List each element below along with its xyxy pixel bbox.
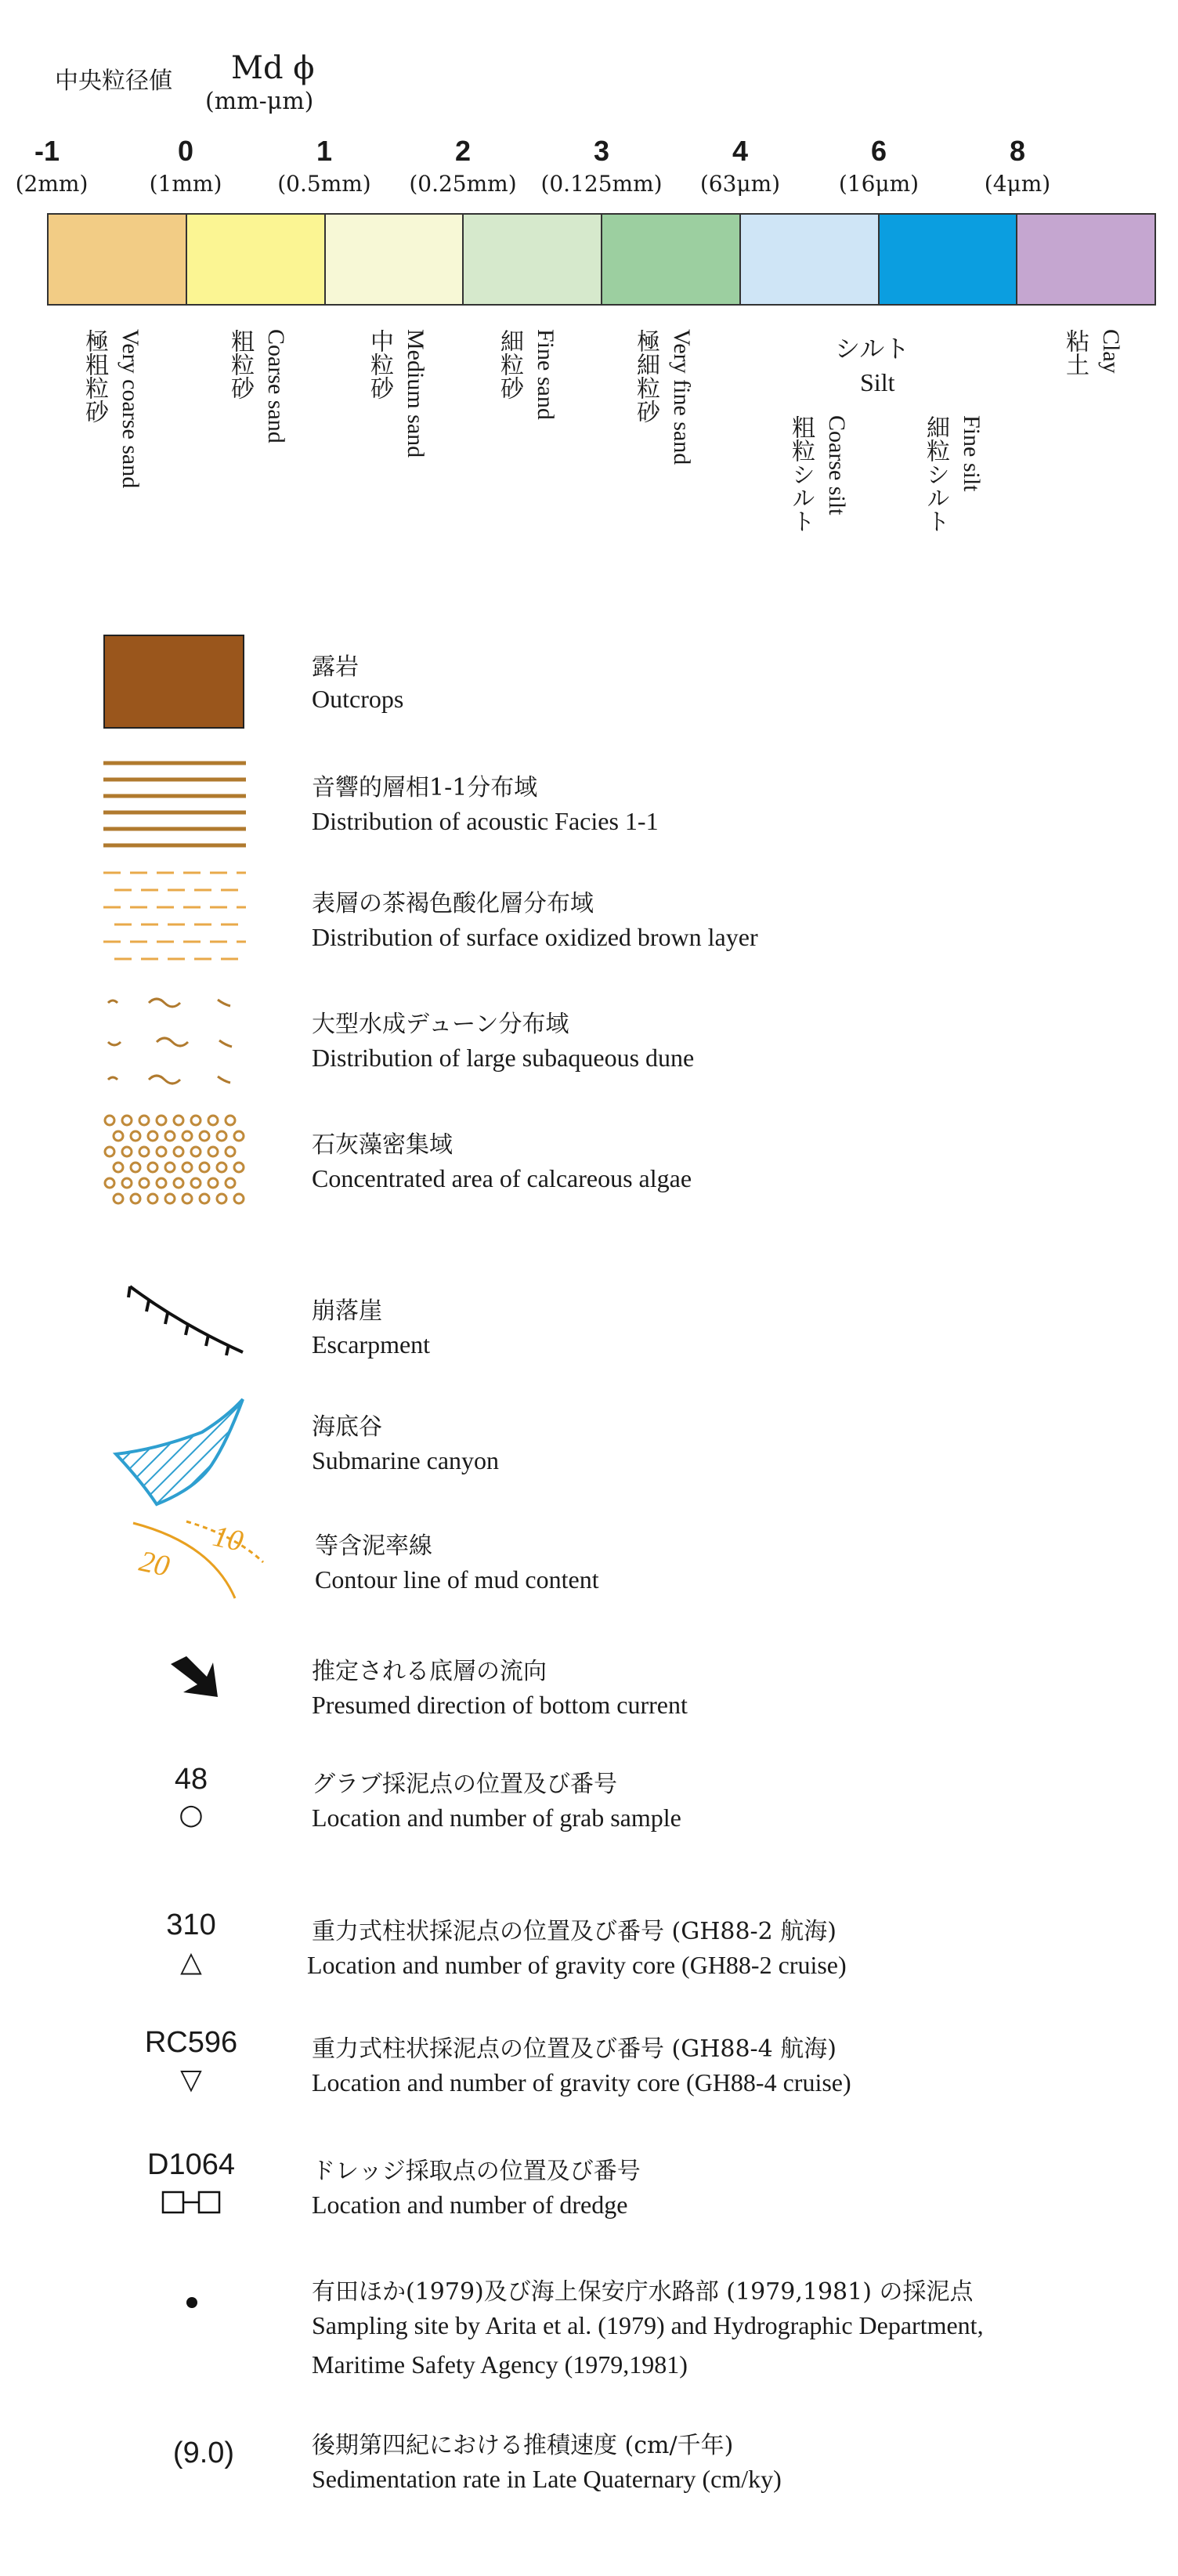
class-en-silt: Silt — [860, 368, 895, 396]
class-jp-coarse-silt: 粗粒シルト — [787, 415, 815, 533]
core-gh882-label-en: Location and number of gravity core (GH88-2 cruise) — [307, 1951, 847, 1979]
algae-circle — [165, 1131, 175, 1141]
escarpment-label-en: Escarpment — [312, 1330, 431, 1359]
algae-circle — [157, 1147, 166, 1156]
algae-circle — [139, 1178, 149, 1188]
algae-circle — [148, 1194, 157, 1203]
algae-circle — [157, 1178, 166, 1188]
mm-tick: (0.25mm) — [409, 171, 517, 197]
algae-circle — [191, 1116, 201, 1125]
outcrops-swatch — [103, 635, 244, 729]
algae-circle — [122, 1147, 132, 1156]
phi-tick: 4 — [732, 135, 749, 167]
swatch-very-fine-sand — [602, 215, 741, 304]
dune-label-jp: 大型水成デューン分布域 — [312, 1011, 569, 1038]
algae-circle — [165, 1194, 175, 1203]
swatch-fine-sand — [464, 215, 602, 304]
sed-rate-value: (9.0) — [172, 2437, 235, 2469]
grab-sample-number: 48 — [174, 1763, 208, 1796]
algae-circle — [131, 1194, 140, 1203]
swatch-coarse-sand — [187, 215, 326, 304]
class-jp-fine-silt: 細粒シルト — [922, 415, 949, 533]
algae-circle — [105, 1147, 114, 1156]
class-en-very-fine-sand: Very fine sand — [669, 329, 695, 465]
outcrops-label-en: Outcrops — [312, 685, 404, 713]
algae-circle — [114, 1163, 123, 1172]
sed-rate-label-en: Sedimentation rate in Late Quaternary (cm/ky) — [312, 2465, 782, 2493]
core-gh882-label-jp: 重力式柱状採泥点の位置及び番号 (GH88-2 航海) — [312, 1918, 837, 1945]
algae-circle — [234, 1163, 244, 1172]
dredge-label-jp: ドレッジ採取点の位置及び番号 — [312, 2158, 641, 2185]
core-gh884-number: RC596 — [144, 2026, 238, 2059]
algae-circle — [234, 1131, 244, 1141]
phi-tick: 0 — [177, 135, 194, 167]
grab-sample-circle-icon: ○ — [179, 1799, 204, 1831]
swatch-coarse-silt — [741, 215, 880, 304]
algae-circle — [226, 1116, 235, 1125]
md-phi-symbol: Md ϕ — [231, 50, 315, 86]
class-jp-very-coarse-sand: 極粗粒砂 — [81, 329, 108, 423]
oxidized-label-jp: 表層の茶褐色酸化層分布域 — [312, 890, 594, 917]
dredge-boxes-icon — [161, 2189, 224, 2217]
dune-label-en: Distribution of large subaqueous dune — [312, 1044, 695, 1072]
algae-circle — [234, 1194, 244, 1203]
algae-circle — [208, 1178, 218, 1188]
swatch-very-coarse-sand — [49, 215, 187, 304]
algae-circle — [200, 1194, 209, 1203]
class-jp-coarse-sand: 粗粒砂 — [226, 329, 254, 400]
canyon-label-jp: 海底谷 — [312, 1413, 382, 1441]
bottom-current-arrow-icon — [163, 1652, 226, 1706]
class-jp-fine-sand: 細粒砂 — [496, 329, 523, 400]
grab-label-jp: グラブ採泥点の位置及び番号 — [312, 1771, 617, 1798]
algae-circle — [114, 1131, 123, 1141]
algae-circle — [182, 1194, 192, 1203]
grain-size-color-bar — [47, 213, 1156, 306]
mm-tick: (16μm) — [838, 171, 920, 197]
contour-label-jp: 等含泥率線 — [315, 1532, 432, 1560]
algae-circle — [208, 1147, 218, 1156]
algae-circle — [148, 1131, 157, 1141]
phi-tick: 8 — [1009, 135, 1026, 167]
mud-contour-symbol — [117, 1512, 274, 1622]
algae-circle — [148, 1163, 157, 1172]
class-en-very-coarse-sand: Very coarse sand — [117, 329, 143, 489]
contour-label-20: 20 — [136, 1544, 173, 1583]
contour-label-10: 10 — [210, 1519, 247, 1558]
oxidized-label-en: Distribution of surface oxidized brown layer — [312, 923, 758, 951]
core-gh884-label-jp: 重力式柱状採泥点の位置及び番号 (GH88-4 航海) — [312, 2035, 837, 2063]
class-en-coarse-silt: Coarse silt — [824, 415, 850, 516]
algae-label-en: Concentrated area of calcareous algae — [312, 1164, 692, 1192]
algae-circle — [157, 1116, 166, 1125]
algae-circle — [182, 1131, 192, 1141]
mm-tick: (4μm) — [984, 171, 1051, 197]
algae-circle — [105, 1116, 114, 1125]
current-label-jp: 推定される底層の流向 — [312, 1658, 547, 1685]
oxidized-dash-pattern — [102, 868, 248, 965]
arita-label-en-2: Maritime Safety Agency (1979,1981) — [312, 2350, 688, 2379]
class-jp-medium-sand: 中粒砂 — [366, 329, 393, 400]
algae-circle — [174, 1147, 183, 1156]
median-grain-size-title: 中央粒径値 — [55, 67, 172, 95]
class-en-fine-sand: Fine sand — [533, 329, 558, 420]
md-unit-label: (mm-μm) — [205, 88, 314, 115]
class-en-clay: Clay — [1098, 329, 1124, 374]
algae-circle — [217, 1163, 226, 1172]
facies-label-jp: 音響的層相1-1分布域 — [312, 774, 538, 801]
facies-lines-pattern — [102, 758, 248, 852]
contour-label-en: Contour line of mud content — [315, 1565, 599, 1594]
algae-circle-pattern — [102, 1113, 248, 1210]
outcrops-label-jp: 露岩 — [312, 653, 359, 681]
swatch-medium-sand — [326, 215, 464, 304]
algae-circle — [122, 1178, 132, 1188]
algae-circle — [174, 1178, 183, 1188]
algae-circle — [131, 1163, 140, 1172]
phi-tick: 1 — [316, 135, 333, 167]
mm-tick: (2mm) — [15, 171, 89, 197]
phi-tick: 2 — [454, 135, 472, 167]
algae-circle — [139, 1147, 149, 1156]
sed-rate-label-jp: 後期第四紀における推積速度 (cm/千年) — [312, 2432, 734, 2459]
algae-circle — [208, 1116, 218, 1125]
phi-tick: 3 — [593, 135, 610, 167]
algae-circle — [217, 1131, 226, 1141]
algae-circle — [226, 1147, 235, 1156]
dune-wave-pattern — [102, 992, 248, 1089]
mm-tick: (63μm) — [699, 171, 781, 197]
algae-circle — [105, 1178, 114, 1188]
phi-tick: 6 — [870, 135, 887, 167]
current-label-en: Presumed direction of bottom current — [312, 1691, 688, 1719]
algae-circle — [122, 1116, 132, 1125]
swatch-fine-silt — [880, 215, 1018, 304]
core-gh882-number: 310 — [166, 1908, 216, 1941]
escarpment-label-jp: 崩落崖 — [312, 1297, 382, 1325]
mm-tick: (0.125mm) — [540, 171, 663, 197]
algae-circle — [114, 1194, 123, 1203]
arita-label-jp: 有田ほか(1979)及び海上保安庁水路部 (1979,1981) の採泥点 — [312, 2278, 974, 2306]
algae-circle — [200, 1163, 209, 1172]
algae-circle — [165, 1163, 175, 1172]
arita-label-en-1: Sampling site by Arita et al. (1979) and Hydrographic Department, — [312, 2311, 984, 2339]
algae-circle — [174, 1116, 183, 1125]
class-en-medium-sand: Medium sand — [403, 329, 428, 458]
algae-circle — [226, 1178, 235, 1188]
mm-tick: (0.5mm) — [277, 171, 371, 197]
submarine-canyon-symbol — [110, 1395, 258, 1512]
algae-circle — [217, 1194, 226, 1203]
canyon-label-en: Submarine canyon — [312, 1446, 500, 1474]
class-jp-silt: シルト — [835, 334, 910, 364]
grab-label-en: Location and number of grab sample — [312, 1804, 681, 1832]
class-en-coarse-sand: Coarse sand — [263, 329, 289, 443]
algae-circle — [191, 1147, 201, 1156]
core-gh884-inverted-triangle-icon: ▽ — [180, 2064, 202, 2096]
class-jp-very-fine-sand: 極細粒砂 — [632, 329, 659, 423]
dredge-label-en: Location and number of dredge — [312, 2191, 628, 2219]
dredge-number: D1064 — [147, 2148, 235, 2181]
core-gh882-triangle-icon: △ — [180, 1946, 202, 1978]
class-jp-clay: 粘土 — [1061, 329, 1089, 376]
algae-circle — [139, 1116, 149, 1125]
facies-label-en: Distribution of acoustic Facies 1-1 — [312, 807, 659, 835]
algae-label-jp: 石灰藻密集域 — [312, 1131, 453, 1159]
algae-circle — [191, 1178, 201, 1188]
algae-circle — [131, 1131, 140, 1141]
algae-circle — [200, 1131, 209, 1141]
swatch-clay — [1017, 215, 1155, 304]
core-gh884-label-en: Location and number of gravity core (GH88-4 cruise) — [312, 2068, 851, 2097]
phi-tick: -1 — [34, 135, 60, 167]
arita-dot-icon — [186, 2297, 197, 2308]
class-en-fine-silt: Fine silt — [959, 415, 985, 492]
algae-circle — [182, 1163, 192, 1172]
mm-tick: (1mm) — [149, 171, 222, 197]
escarpment-symbol — [117, 1277, 258, 1371]
